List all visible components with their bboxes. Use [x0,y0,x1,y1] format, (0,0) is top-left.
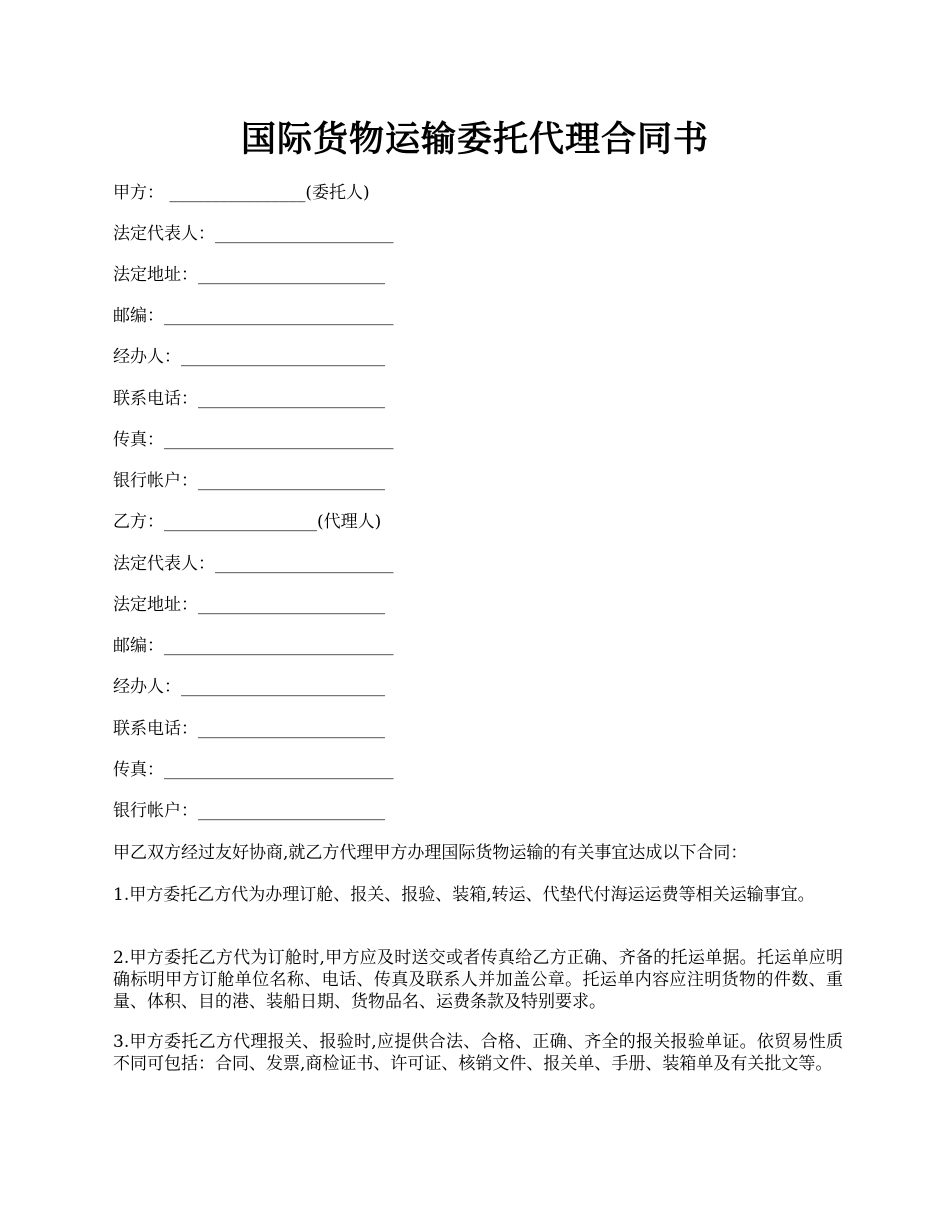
party-a-legal-rep-field: 法定代表人：_____________________ [113,224,394,244]
party-a-agent-field: 经办人：________________________ [113,347,385,367]
party-b-legal-rep-field: 法定代表人：_____________________ [113,554,394,574]
party-b-bank-account-field: 银行帐户：______________________ [113,801,385,821]
party-a-name-field: 甲方： ________________(委托人) [113,183,370,203]
intro-paragraph: 甲乙双方经过友好协商,就乙方代理甲方办理国际货物运输的有关事宜达成以下合同： [113,843,748,863]
document-title: 国际货物运输委托代理合同书 [240,119,709,160]
party-b-fax-field: 传真：___________________________ [113,760,394,780]
party-a-address-field: 法定地址：______________________ [113,265,385,285]
clause-3-paragraph: 3.甲方委托乙方代理报关、报验时,应提供合法、合格、正确、齐全的报关报验单证。依贸易性质不同可包括：合同、发票,商检证书、许可证、核销文件、报关单、手册、装箱单及有关批文等。 [113,1032,843,1074]
party-a-fax-field: 传真：___________________________ [113,430,394,450]
party-a-postcode-field: 邮编：___________________________ [113,306,394,326]
clause-1-paragraph: 1.甲方委托乙方代为办理订舱、报关、报验、装箱,转运、代垫代付海运运费等相关运输事宜。 [113,885,815,905]
clause-2-paragraph: 2.甲方委托乙方代为订舱时,甲方应及时送交或者传真给乙方正确、齐备的托运单据。托运单应明确标明甲方订舱单位名称、电话、传真及联系人并加盖公章。托运单内容应注明货物的件数、重量、体积、目的港、装船日期、货物品名、运费条款及特别要求。 [113,948,843,1012]
party-a-bank-account-field: 银行帐户：______________________ [113,471,385,491]
party-b-phone-field: 联系电话：______________________ [113,719,385,739]
party-a-phone-field: 联系电话：______________________ [113,389,385,409]
party-b-name-field: 乙方：__________________(代理人) [113,512,382,532]
party-b-agent-field: 经办人：________________________ [113,677,385,697]
party-b-postcode-field: 邮编：___________________________ [113,636,394,656]
party-b-address-field: 法定地址：______________________ [113,595,385,615]
